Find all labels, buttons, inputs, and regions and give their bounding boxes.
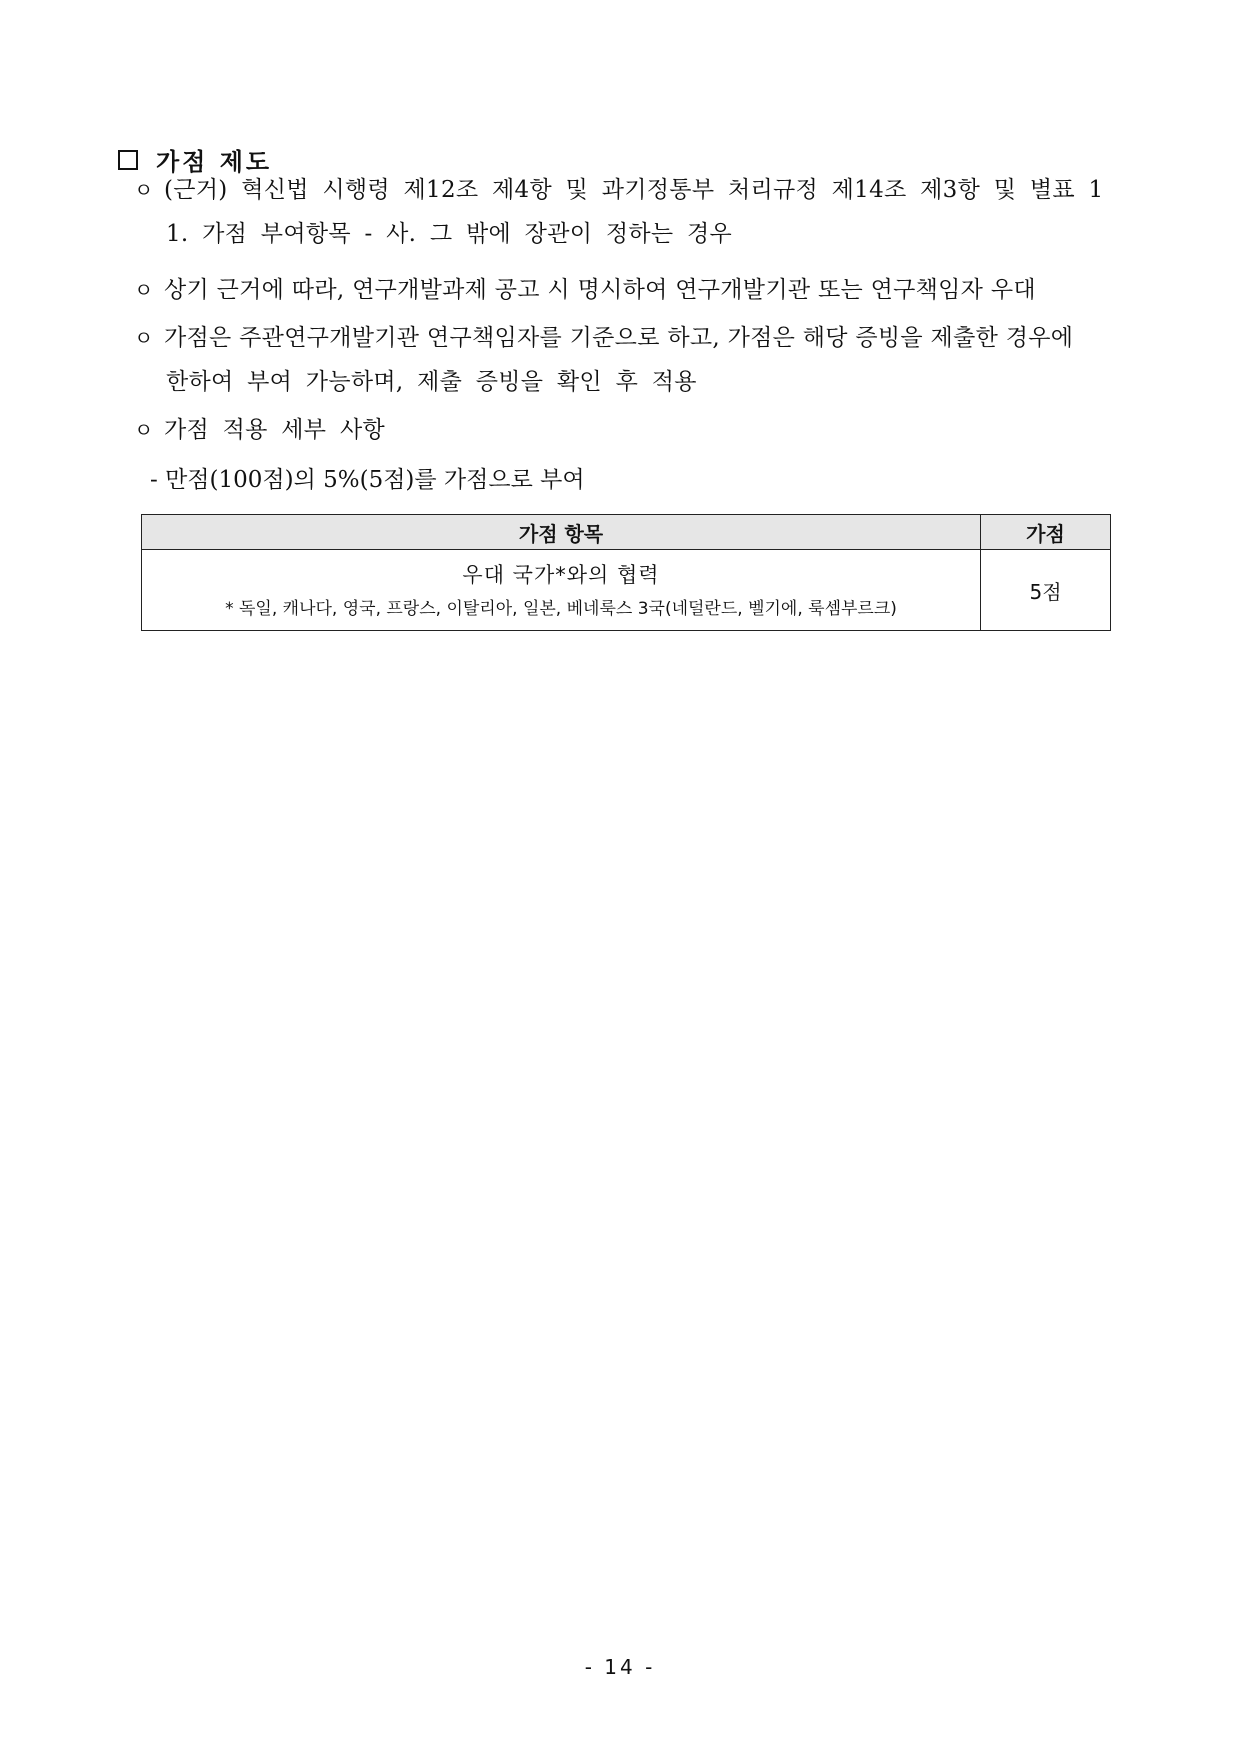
circle-bullet-icon: ㅇ <box>134 418 154 442</box>
table-header-item: 가점 항목 <box>142 515 981 550</box>
table-cell-score: 5점 <box>981 550 1111 631</box>
table-row <box>142 550 1111 631</box>
paragraph-line: 가점은 주관연구개발기관 연구책임자를 기준으로 하고, 가점은 해당 증빙을 제출한 경우에 <box>164 325 1074 351</box>
sub-item-bonus-rate: - 만점(100점)의 5%(5점)를 가점으로 부여 <box>150 467 585 493</box>
page-number: - 14 - <box>584 1655 656 1679</box>
paragraph-line: 상기 근거에 따라, 연구개발과제 공고 시 명시하여 연구개발기관 또는 연구책임자 우대 <box>164 277 1036 303</box>
bonus-item-title: 우대 국가*와의 협력 <box>462 563 660 587</box>
paragraph-preference <box>134 268 1114 312</box>
table-header-row <box>142 515 1111 550</box>
circle-bullet-icon: ㅇ <box>134 178 154 202</box>
circle-bullet-icon: ㅇ <box>134 278 154 302</box>
table-header-score: 가점 <box>981 515 1111 550</box>
bonus-item-note: * 독일, 캐나다, 영국, 프랑스, 이탈리아, 일본, 베네룩스 3국(네덜란드, 벨기에, 룩셈부르크) <box>225 599 897 619</box>
paragraph-line: 1. 가점 부여항목 - 사. 그 밖에 장관이 정하는 경우 <box>166 221 733 247</box>
paragraph-basis <box>134 168 1114 256</box>
table-cell-item <box>142 550 981 631</box>
paragraph-bonus-details <box>134 408 1114 452</box>
bonus-table <box>141 514 1111 631</box>
circle-bullet-icon: ㅇ <box>134 326 154 350</box>
section-heading-text: 가점 제도 <box>156 148 273 176</box>
checkbox-square-icon <box>118 150 138 170</box>
paragraph-bonus-criteria <box>134 316 1114 404</box>
paragraph-line: (근거) 혁신법 시행령 제12조 제4항 및 과기정통부 처리규정 제14조 제3항 및 별표 1 <box>164 177 1104 203</box>
paragraph-line: 한하여 부여 가능하며, 제출 증빙을 확인 후 적용 <box>166 369 697 395</box>
paragraph-line: 가점 적용 세부 사항 <box>164 417 385 443</box>
